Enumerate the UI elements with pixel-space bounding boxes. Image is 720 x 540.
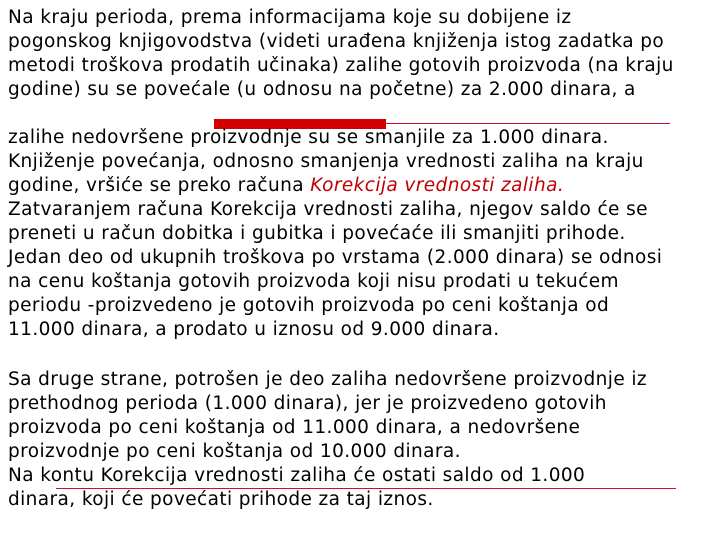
text-line: godine) su se povećale (u odnosu na početne) za 2.000 dinara, a [8,79,636,100]
paragraph-conclusion [8,368,714,512]
text-line: Zatvaranjem računa Korekcija vrednosti zaliha, njegov saldo će se [8,199,648,220]
text-line [8,174,714,198]
text-line: proizvoda po ceni koštanja od 11.000 dinara, a nedovršene [8,417,581,438]
text-line: Sa druge strane, potrošen je deo zaliha nedovršene proizvodnje iz [8,369,648,390]
highlighted-account-name: Korekcija vrednosti zaliha. [310,175,565,196]
text-line: Na kontu Korekcija vrednosti zaliha će ostati saldo od 1.000 [8,465,586,486]
text-line: Jedan deo od ukupnih troškova po vrstama (2.000 dinara) se odnosi [8,247,663,268]
text-line: prethodnog perioda (1.000 dinara), jer je proizvedeno gotovih [8,393,607,414]
text-fragment: godine, vršiće se preko računa [8,175,311,196]
divider-line [56,488,676,489]
text-line: Knjiženje povećanja, odnosno smanjenja vrednosti zaliha na kraju [8,151,644,172]
text-line: pogonskog knjigovodstva (videti urađena knjiženja istog zadatka po [8,31,665,52]
paragraph-correction [8,126,714,342]
text-line: na cenu koštanja gotovih proizvoda koji nisu prodati u tekućem [8,271,619,292]
text-line: 11.000 dinara, a prodato u iznosu od 9.000 dinara. [8,319,500,340]
text-line: metodi troškova prodatih učinaka) zalihe gotovih proizvoda (na kraju [8,55,674,76]
divider-line [386,123,670,124]
text-line: proizvodnje po ceni koštanja od 10.000 dinara. [8,441,461,462]
text-line: zalihe nedovršene proizvodnje su se smanjile za 1.000 dinara. [8,127,609,148]
text-line: periodu -proizvedeno je gotovih proizvoda po ceni koštanja od [8,295,610,316]
paragraph-intro [8,6,714,102]
text-line: dinara, koji će povećati prihode za taj iznos. [8,489,434,510]
text-line: preneti u račun dobitka i gubitka i povećaće ili smanjiti prihode. [8,223,626,244]
text-line: Na kraju perioda, prema informacijama koje su dobijene iz [8,7,572,28]
